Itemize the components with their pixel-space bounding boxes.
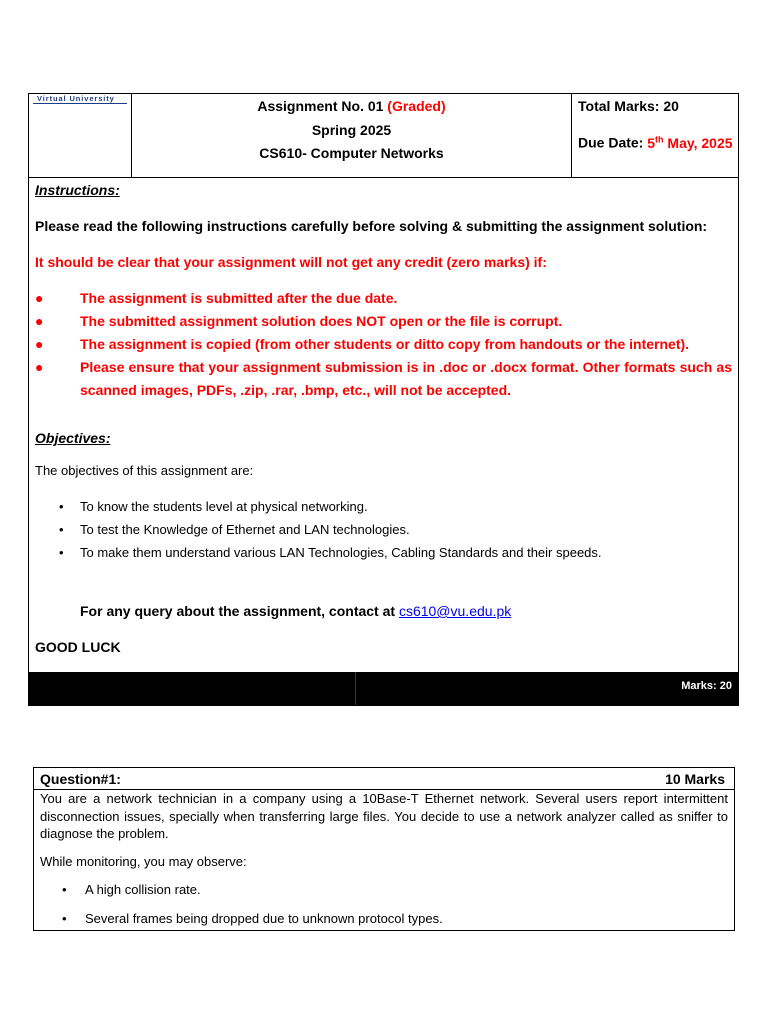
graded-label: (Graded) bbox=[387, 98, 446, 114]
bar-divider bbox=[355, 672, 356, 705]
total-marks: Total Marks: 20 bbox=[578, 98, 679, 114]
header-row bbox=[29, 94, 738, 178]
monitor-text: While monitoring, you may observe: bbox=[40, 854, 247, 869]
logo-cell bbox=[29, 94, 132, 177]
objectives-intro: The objectives of this assignment are: bbox=[35, 463, 254, 478]
instructions-heading: Instructions: bbox=[35, 182, 120, 198]
bar-marks: Marks: 20 bbox=[681, 680, 732, 692]
assignment-title: Assignment No. 01 (Graded) bbox=[257, 98, 446, 114]
question-header bbox=[34, 768, 734, 790]
due-date: Due Date: 5th May, 2025 bbox=[578, 134, 733, 151]
warning-text: It should be clear that your assignment will not get any credit (zero marks) if: bbox=[35, 254, 547, 270]
question-body: You are a network technician in a company using a 10Base-T Ethernet network. Several users report intermittent disconnection issues, specially when transferring large files. You decide to use a network analyzer called as sniffer to diagnose the problem. bbox=[40, 791, 728, 841]
marks-bar bbox=[29, 672, 738, 705]
contact-email-link[interactable]: cs610@vu.edu.pk bbox=[398, 603, 512, 619]
question-marks: 10 Marks bbox=[665, 771, 725, 787]
university-logo: Virtual University bbox=[37, 94, 115, 103]
good-luck: GOOD LUCK bbox=[35, 639, 121, 655]
course-title: CS610- Computer Networks bbox=[259, 145, 444, 161]
question-box: Question#1: 10 Marks You are a network technician in a company using a 10Base-T Ethernet network. Several users report intermittent disconnection issues, specially when transferring large files. You decide to use a network analyzer called as sniffer to diagnose the problem. While monitoring, you may observe: • A high collision rate. • Several frames being dropped due to unknown protocol types. bbox=[33, 767, 735, 931]
semester-label: Spring 2025 bbox=[311, 122, 392, 138]
instructions-intro: Please read the following instructions carefully before solving & submitting the assignment solution: bbox=[35, 218, 708, 234]
question-title: Question#1: bbox=[40, 771, 121, 787]
assignment-header-table: Virtual University Assignment No. 01 (Graded) Spring 2025 CS610- Computer Networks Total Marks: 20 Due Date: 5th May, 2025 Instructions: Please read the following instructions carefully before solving & submitting the assignment solution: It should be clear that your assignment will not get any credit (zero marks) if: ● The assignment is submitted after the due date. ● The submitted assignment solution does NOT open or the file is corrupt. ● The assignment is copied (from other students or ditto copy from handouts or the internet). ● Please ensure that your assignment submission is in .doc or .docx format. Other formats such as scanned images, PDFs, .zip, .rar, .bmp, etc., will not be accepted. Objectives: The objectives of this assignment are: • To know the students level at physical networking. • To test the Knowledge of Ethernet and LAN technologies. • To make them understand various LAN Technologies, Cabling Standards and their speeds. For any query about the assignment, contact at cs610@vu.edu.pk GOOD LUCK Marks: 20 bbox=[28, 93, 739, 706]
logo-underline bbox=[33, 103, 127, 104]
contact-line: For any query about the assignment, contact at cs610@vu.edu.pk bbox=[80, 603, 512, 619]
objectives-heading: Objectives: bbox=[35, 430, 111, 446]
marks-cell bbox=[572, 94, 738, 177]
title-cell bbox=[132, 94, 572, 177]
